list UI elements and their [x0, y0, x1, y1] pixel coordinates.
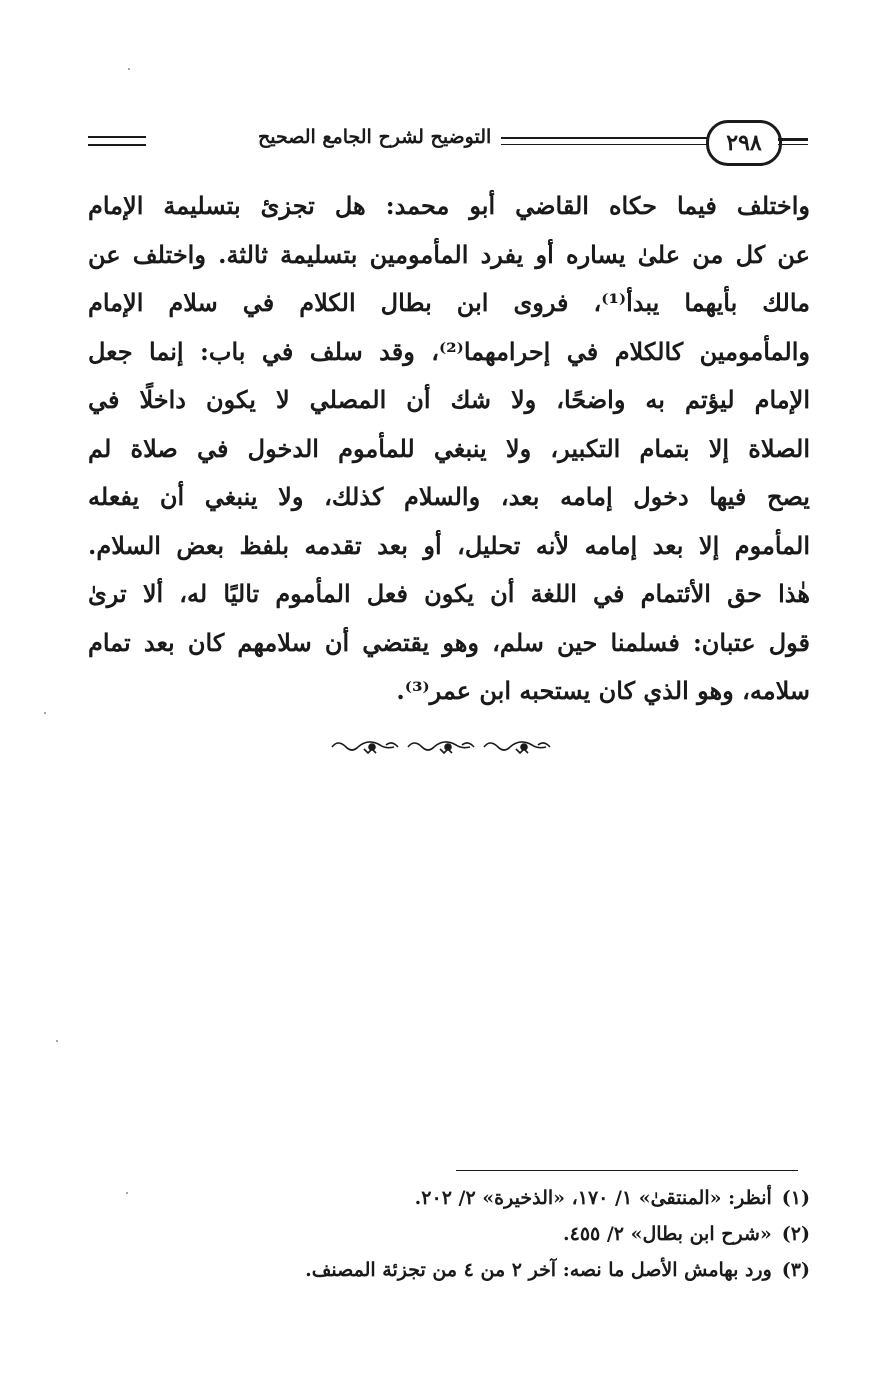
page-header: [88, 118, 808, 166]
footnotes: [120, 1180, 810, 1288]
text-line-last: سلامه، وهو الذي كان يستحبه ابن عمر⁽³⁾.: [396, 676, 810, 705]
page-number-tail: [778, 138, 808, 145]
scan-speck: [126, 1192, 128, 1194]
page-number: ٢٩٨: [706, 120, 782, 166]
text-line: الصلاة إلا بتمام التكبير، ولا ينبغي للمأموم الدخول في صلاة لم: [88, 433, 810, 463]
text-line: والمأمومين كالكلام في إحرامهما⁽²⁾، وقد سلف في باب: إنما جعل: [88, 336, 811, 366]
text-line: المأموم إلا بعد إمامه لأنه تحليل، أو بعد تقدمه بلفظ بعض السلام.: [88, 530, 810, 560]
footnote-separator: [456, 1170, 798, 1171]
footnote-item: [120, 1216, 810, 1252]
footnote-text: «شرح ابن بطال» ٢/ ٤٥٥.: [562, 1223, 772, 1245]
text-line: عن كل من علىٰ يساره أو يفرد المأمومين بتسليمة ثالثة. واختلف عن: [88, 239, 810, 269]
text-line: مالك بأيهما يبدأ⁽¹⁾، فروى ابن بطال الكلام في سلام الإمام: [88, 288, 810, 317]
scan-speck: [44, 712, 46, 714]
footnote-text: أنظر: «المنتقىٰ» ١/ ١٧٠، «الذخيرة» ٢/ ٢٠٢.: [414, 1187, 772, 1209]
ornament-motif-icon: [408, 742, 474, 753]
header-left-rule-bottom: [88, 144, 146, 146]
footnote-text: ورد بهامش الأصل ما نصه: آخر ٢ من ٤ من تجزئة المصنف.: [305, 1259, 772, 1281]
text-line: واختلف فيما حكاه القاضي أبو محمد: هل تجزئ بتسليمة الإمام: [88, 191, 810, 220]
scan-speck: [56, 1040, 58, 1042]
floral-divider-ornament-icon: [328, 736, 558, 758]
footnote-number: (٢): [781, 1223, 810, 1245]
ornament-motif-icon: [484, 742, 550, 753]
main-text: [88, 182, 810, 716]
footnote-number: (١): [781, 1187, 810, 1209]
text-line: الإمام ليؤتم به واضحًا، ولا شك أن المصلي لا يكون داخلًا في: [88, 385, 810, 414]
text-line: يصح فيها دخول إمامه بعد، والسلام كذلك، ولا ينبغي أن يفعله: [88, 482, 810, 511]
footnote-item: [120, 1252, 810, 1288]
ornament-motif-icon: [332, 742, 398, 753]
text-line: قول عتبان: فسلمنا حين سلم، وهو يقتضي أن سلامهم كان بعد تمام: [88, 627, 810, 657]
running-title: التوضيح لشرح الجامع الصحيح: [248, 126, 501, 148]
footnote-item: [120, 1180, 810, 1216]
text-line: هٰذا حق الأئتمام في اللغة أن يكون فعل المأموم تاليًا له، ألا ترىٰ: [88, 579, 810, 608]
header-left-rule-top: [88, 136, 146, 138]
scan-speck: [128, 68, 130, 70]
footnote-number: (٣): [781, 1259, 810, 1281]
